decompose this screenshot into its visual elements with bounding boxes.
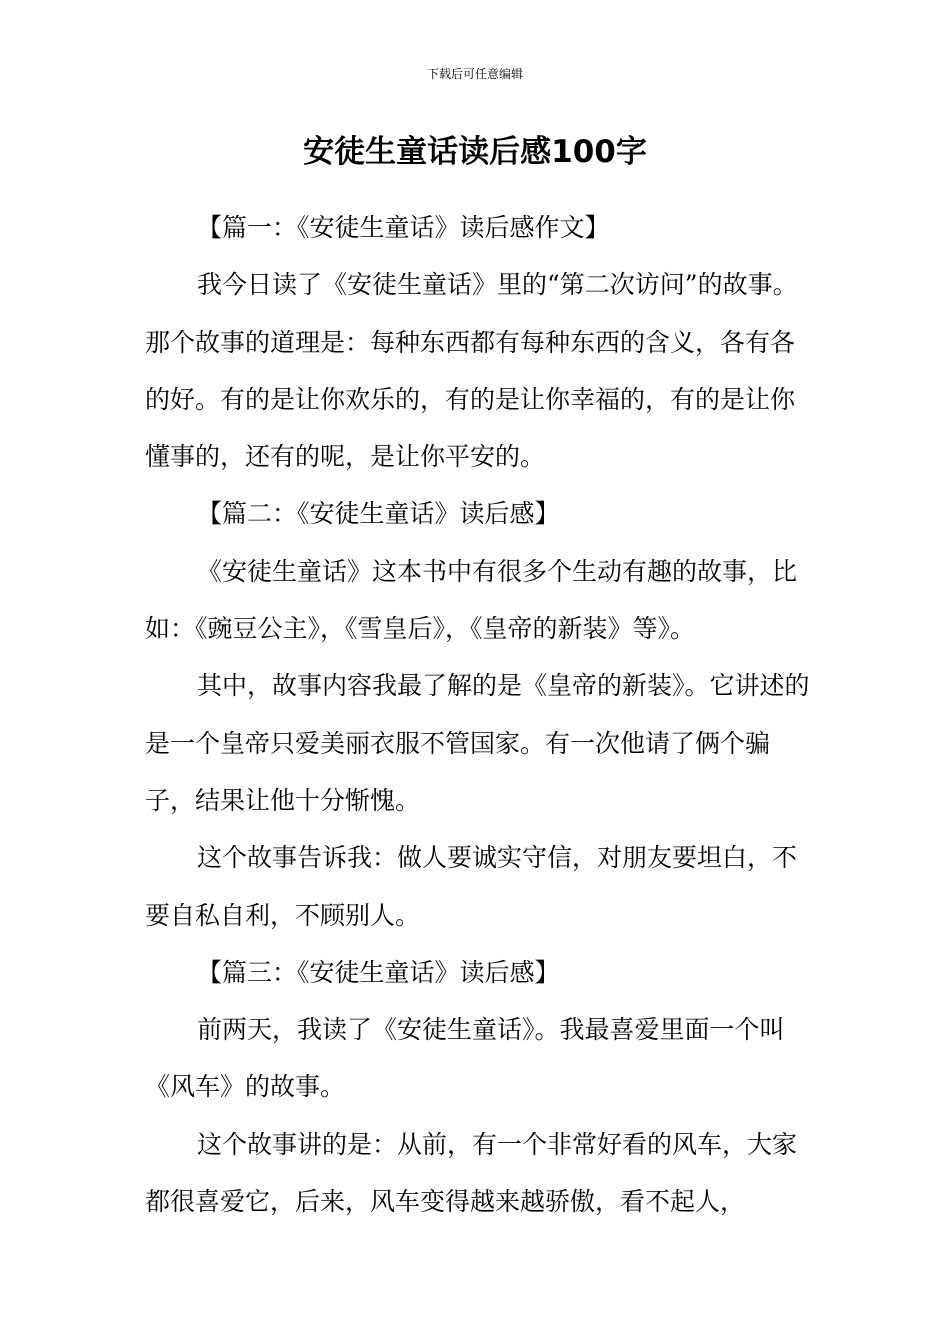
paragraph: 我今日读了《安徒生童话》里的“第二次访问”的故事。那个故事的道理是：每种东西都有每种东西的含义，各有各的好。有的是让你欢乐的，有的是让你幸福的，有的是让你懂事的，还有的呢，是让你平安的。 [145,270,798,472]
paragraph: 其中，故事内容我最了解的是《皇帝的新装》。它讲述的是一个皇帝只爱美丽衣服不管国家。有一次他请了俩个骗子，结果让他十分惭愧。 [145,671,810,815]
paragraph: 前两天，我读了《安徒生童话》。我最喜爱里面一个叫《风车》的故事。 [145,1015,785,1102]
paragraph: 这个故事告诉我：做人要诚实守信，对朋友要坦白，不要自私自利，不顾别人。 [145,843,798,930]
document-title: 安徒生童话读后感100字 [303,134,647,170]
document-body [145,199,810,1230]
paragraph: 《安徒生童话》这本书中有很多个生动有趣的故事，比如：《豌豆公主》，《雪皇后》，《皇帝的新装》等》。 [145,556,798,644]
section-heading-3: 【篇三：《安徒生童话》读后感】 [197,957,560,987]
paragraph: 这个故事讲的是：从前，有一个非常好看的风车，大家都很喜爱它，后来，风车变得越来越骄傲，看不起人， [145,1129,798,1217]
section-heading-1: 【篇一：《安徒生童话》读后感作文】 [197,213,610,242]
page-header: 下载后可任意编辑 [426,67,523,81]
section-heading-2: 【篇二：《安徒生童话》读后感】 [197,499,560,529]
